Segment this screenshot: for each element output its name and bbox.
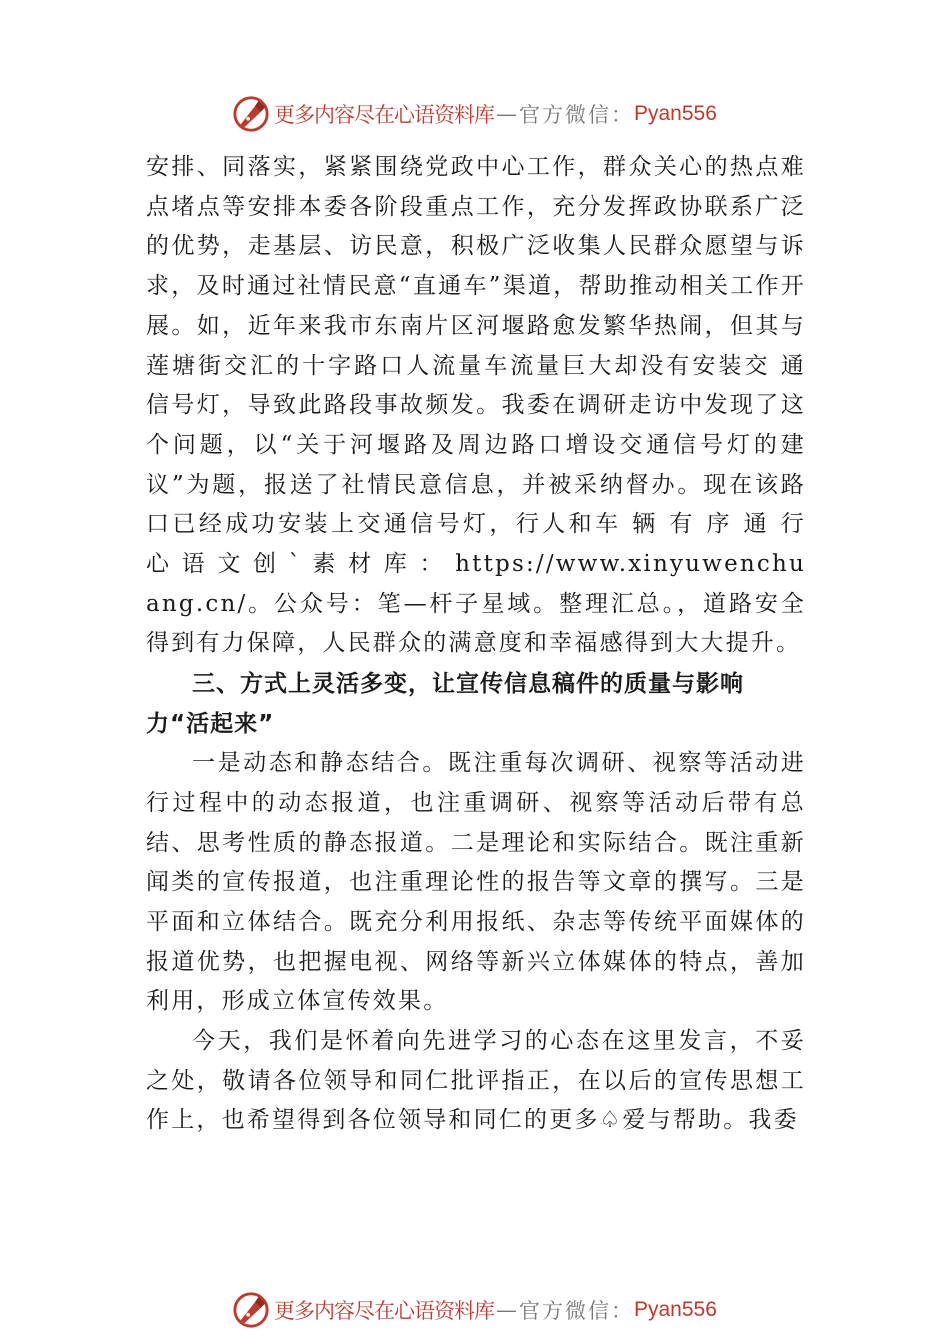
watermark-wechat-id: Pyan556 <box>634 1298 717 1321</box>
document-body <box>146 148 806 1141</box>
header-watermark <box>232 94 717 134</box>
watermark-site-name: 更多内容尽在心语资料库 <box>274 1299 494 1323</box>
section-heading-3: 三、方式上灵活多变，让宣传信息稿件的质量与影响力“活起来” <box>146 671 744 738</box>
watermark-wechat-id: Pyan556 <box>634 102 717 125</box>
paragraph-continuation: 安排、同落实，紧紧围绕党政中心工作，群众关心的热点难点堵点等安排本委各阶段重点工作，充分发挥政协联系广泛的优势，走基层、访民意，积极广泛收集人民群众愿望与诉求，及时通过社情民意“直通车”渠道，帮助推动相关工作开展。如，近年来我市东南片区河堰路愈发繁华热闹，但其与莲塘街交汇的十字路口人流量车流量巨大却没有安装交 通信号灯，导致此路段事故频发。我委在调研走访中发现了这个问题，以“关于河堰路及周边路口增设交通信号灯的建议”为题，报送了社情民意信息，并被采纳督办。现在该路口已经成功安装上交通信号灯，行人和车 辆 有 序 通 行 心 语 文 创 ` 素 材 库 ： https://www.xinyuwenchuang.cn/。公众号：笔—杆子星域。整理汇总。，道路安全得到有力保障，人民群众的满意度和幸福感得到大大提升。 <box>146 154 806 657</box>
pen-nib-logo-icon <box>232 95 270 133</box>
footer-watermark <box>232 1290 717 1330</box>
watermark-dash: — <box>496 1298 517 1322</box>
watermark-wechat-label: 官方微信： <box>519 103 634 127</box>
paragraph-method: 一是动态和静态结合。既注重每次调研、视察等活动进行过程中的动态报道，也注重调研、视察等活动后带有总结、思考性质的静态报道。二是理论和实际结合。既注重新闻类的宣传报道，也注重理论性的报告等文章的撰写。三是平面和立体结合。既充分利用报纸、杂志等传统平面媒体的报道优势，也把握电视、网络等新兴立体媒体的特点，善加利用，形成立体宣传效果。 <box>146 750 806 1015</box>
watermark-site-name: 更多内容尽在心语资料库 <box>274 103 494 127</box>
pen-nib-logo-icon <box>232 1291 270 1329</box>
paragraph-closing: 今天，我们是怀着向先进学习的心态在这里发言，不妥之处，敬请各位领导和同仁批评指正，在以后的宣传思想工作上，也希望得到各位领导和同仁的更多♤爱与帮助。我委 <box>146 1028 806 1134</box>
watermark-wechat-label: 官方微信： <box>519 1299 634 1323</box>
watermark-dash: — <box>496 102 517 126</box>
